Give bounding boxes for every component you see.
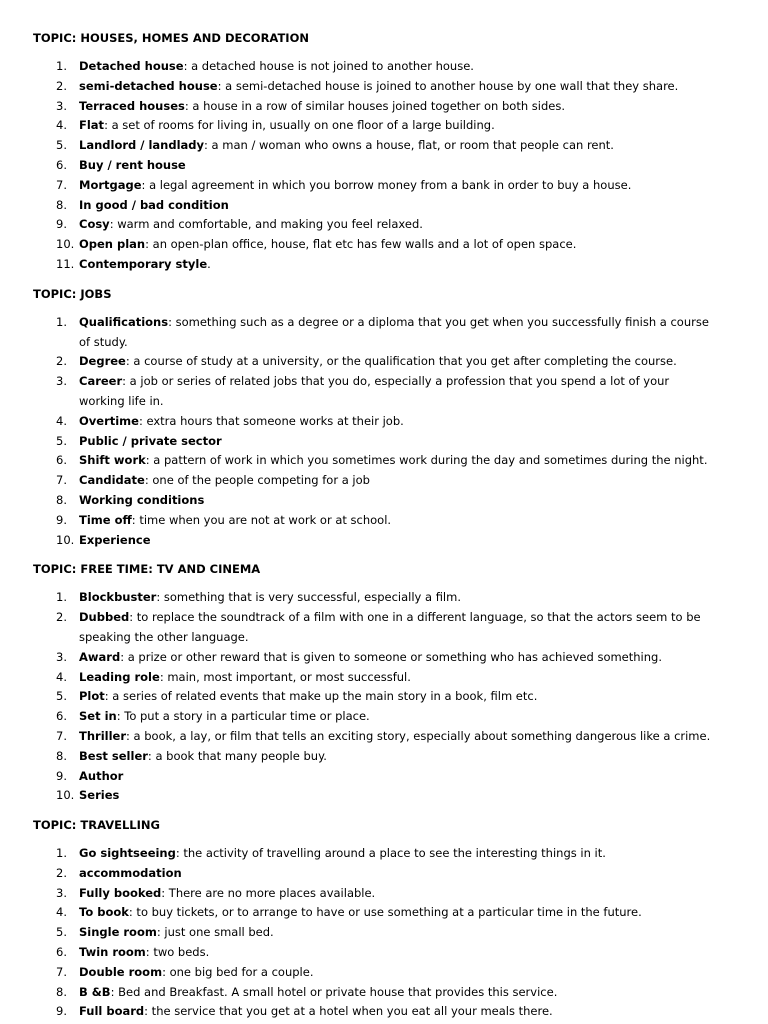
list-item xyxy=(0,432,768,452)
item-definition: : an open-plan office, house, flat etc has few walls and a lot of open space. xyxy=(145,237,577,252)
topic-section-houses xyxy=(0,28,768,275)
item-definition: : a course of study at a university, or the qualification that you get after completing the course. xyxy=(125,354,677,369)
item-term: Thriller xyxy=(79,728,126,743)
topic-section-travelling xyxy=(0,815,768,1022)
item-term: Career xyxy=(79,374,123,389)
item-definition: : a book that many people buy. xyxy=(147,748,327,763)
list-item xyxy=(0,727,768,747)
item-definition: : a man / woman who owns a house, flat, or room that people can rent. xyxy=(204,138,614,153)
list-item xyxy=(0,116,768,136)
item-definition: : To put a story in a particular time or place. xyxy=(116,709,370,724)
item-number: 6. xyxy=(56,709,67,724)
item-number: 9. xyxy=(56,1004,67,1019)
item-term: Flat xyxy=(79,118,105,133)
item-number: 10. xyxy=(56,532,75,547)
item-number: 6. xyxy=(56,945,67,960)
item-definition: : main, most important, or most successful. xyxy=(159,669,411,684)
item-term: Buy / rent house xyxy=(79,157,186,172)
item-definition: : something that is very successful, especially a film. xyxy=(156,590,461,605)
item-definition: : just one small bed. xyxy=(156,925,274,940)
item-term: Qualifications xyxy=(79,314,169,329)
item-term: Candidate xyxy=(79,473,145,488)
item-number: 3. xyxy=(56,649,67,664)
list-item xyxy=(0,136,768,156)
item-number: 6. xyxy=(56,453,67,468)
list-item xyxy=(0,77,768,97)
item-term: Overtime xyxy=(79,413,139,428)
list-item xyxy=(0,156,768,176)
item-number: 11. xyxy=(56,256,75,271)
item-definition: : one of the people competing for a job xyxy=(144,473,370,488)
list-item xyxy=(0,943,768,963)
item-number: 5. xyxy=(56,138,67,153)
item-term: Degree xyxy=(79,354,126,369)
item-definition: : the activity of travelling around a place to see the interesting things in it. xyxy=(175,846,606,861)
item-definition: : to replace the soundtrack of a film with one in a different language, so that the actors seem to be speaking the other language. xyxy=(79,610,701,644)
item-term: Plot xyxy=(79,689,105,704)
item-number: 4. xyxy=(56,118,67,133)
item-number: 7. xyxy=(56,473,67,488)
vocab-list xyxy=(0,844,768,1022)
item-definition: : to buy tickets, or to arrange to have or use something at a particular time in the future. xyxy=(128,905,642,920)
item-term: Public / private sector xyxy=(79,433,222,448)
item-term: Detached house xyxy=(79,59,184,73)
item-term: Best seller xyxy=(79,748,148,763)
item-term: Fully booked xyxy=(79,885,162,900)
list-item xyxy=(0,255,768,275)
item-term: Twin room xyxy=(79,945,146,960)
item-number: 1. xyxy=(56,590,67,605)
vocab-list xyxy=(0,313,768,551)
item-number: 3. xyxy=(56,885,67,900)
item-definition: : time when you are not at work or at school. xyxy=(131,512,392,527)
item-number: 1. xyxy=(56,59,67,73)
list-item xyxy=(0,352,768,372)
item-definition: : a prize or other reward that is given to someone or something who has achieved something. xyxy=(120,649,662,664)
item-term: Blockbuster xyxy=(79,590,157,605)
item-term: Time off xyxy=(79,512,132,527)
item-term: semi-detached house xyxy=(79,78,218,93)
item-definition: : a semi-detached house is joined to another house by one wall that they share. xyxy=(217,78,679,93)
item-definition: : extra hours that someone works at their job. xyxy=(138,413,404,428)
item-definition: : warm and comfortable, and making you feel relaxed. xyxy=(109,217,423,232)
list-item xyxy=(0,372,768,412)
section-heading: TOPIC: JOBS xyxy=(33,286,112,301)
item-term: In good / bad condition xyxy=(79,197,229,212)
list-item xyxy=(0,471,768,491)
item-number: 2. xyxy=(56,78,67,93)
item-term: Set in xyxy=(79,709,117,724)
item-term: Full board xyxy=(79,1004,145,1019)
item-term: Go sightseeing xyxy=(79,846,176,861)
list-item xyxy=(0,412,768,432)
item-number: 8. xyxy=(56,492,67,507)
list-item xyxy=(0,451,768,471)
list-item xyxy=(0,786,768,806)
item-definition: : something such as a degree or a diploma that you get when you successfully finish a course of study. xyxy=(79,314,709,349)
item-number: 5. xyxy=(56,433,67,448)
item-definition: : a job or series of related jobs that you do, especially a profession that you spend a lot of your working life in. xyxy=(79,374,670,408)
item-number: 8. xyxy=(56,748,67,763)
list-item xyxy=(0,511,768,531)
item-number: 9. xyxy=(56,217,67,232)
item-term: Landlord / landlady xyxy=(79,138,205,153)
item-number: 4. xyxy=(56,413,67,428)
list-item xyxy=(0,903,768,923)
list-item xyxy=(0,747,768,767)
list-item xyxy=(0,1002,768,1022)
item-term: Terraced houses xyxy=(79,98,185,113)
item-number: 10. xyxy=(56,788,75,803)
list-item xyxy=(0,608,768,648)
item-definition: : two beds. xyxy=(145,945,210,960)
list-item xyxy=(0,983,768,1003)
list-item xyxy=(0,707,768,727)
list-item xyxy=(0,196,768,216)
list-item xyxy=(0,215,768,235)
vocab-list xyxy=(0,588,768,806)
item-number: 6. xyxy=(56,157,67,172)
item-term: To book xyxy=(79,905,129,920)
item-term: Cosy xyxy=(79,217,110,232)
item-term: Open plan xyxy=(79,237,146,252)
item-number: 7. xyxy=(56,728,67,743)
item-term: B &B xyxy=(79,984,111,999)
list-item xyxy=(0,313,768,353)
item-term: Contemporary style xyxy=(79,256,208,271)
list-item xyxy=(0,97,768,117)
section-heading: TOPIC: TRAVELLING xyxy=(33,818,160,833)
item-number: 9. xyxy=(56,512,67,527)
item-number: 3. xyxy=(56,374,67,389)
list-item xyxy=(0,864,768,884)
item-definition: : one big bed for a couple. xyxy=(162,964,314,979)
topic-section-jobs xyxy=(0,284,768,551)
list-item xyxy=(0,923,768,943)
item-definition: : a detached house is not joined to another house. xyxy=(183,59,474,73)
item-number: 8. xyxy=(56,984,67,999)
item-definition: : a legal agreement in which you borrow money from a bank in order to buy a house. xyxy=(141,177,632,192)
item-number: 2. xyxy=(56,865,67,880)
item-number: 4. xyxy=(56,905,67,920)
item-term: Series xyxy=(79,788,120,803)
item-term: Leading role xyxy=(79,669,160,684)
item-definition: : a series of related events that make up the main story in a book, film etc. xyxy=(104,689,538,704)
item-number: 1. xyxy=(56,314,67,329)
item-term: Dubbed xyxy=(79,610,130,625)
item-term: Author xyxy=(79,768,124,783)
list-item xyxy=(0,844,768,864)
list-item xyxy=(0,963,768,983)
item-definition: : a set of rooms for living in, usually on one floor of a large building. xyxy=(104,118,495,133)
item-term: Mortgage xyxy=(79,177,142,192)
item-number: 7. xyxy=(56,964,67,979)
item-definition: . xyxy=(207,256,211,271)
list-item xyxy=(0,531,768,551)
list-item xyxy=(0,668,768,688)
list-item xyxy=(0,648,768,668)
item-definition: : the service that you get at a hotel when you eat all your meals there. xyxy=(144,1004,553,1019)
vocab-list xyxy=(0,57,768,275)
list-item xyxy=(0,884,768,904)
item-number: 2. xyxy=(56,610,67,625)
topic-section-tv-cinema xyxy=(0,559,768,806)
item-definition: : a house in a row of similar houses joined together on both sides. xyxy=(184,98,566,113)
item-number: 1. xyxy=(56,846,67,861)
item-number: 7. xyxy=(56,177,67,192)
item-term: Award xyxy=(79,649,121,664)
item-definition: : a book, a lay, or film that tells an exciting story, especially about something dangerous like a crime. xyxy=(126,728,711,743)
list-item xyxy=(0,176,768,196)
item-number: 8. xyxy=(56,197,67,212)
list-item xyxy=(0,235,768,255)
item-term: accommodation xyxy=(79,865,182,880)
list-item xyxy=(0,767,768,787)
item-term: Double room xyxy=(79,964,163,979)
list-item xyxy=(0,687,768,707)
section-heading: TOPIC: HOUSES, HOMES AND DECORATION xyxy=(33,31,309,45)
item-number: 2. xyxy=(56,354,67,369)
item-term: Shift work xyxy=(79,453,146,468)
item-number: 5. xyxy=(56,689,67,704)
list-item xyxy=(0,491,768,511)
list-item xyxy=(0,588,768,608)
item-number: 10. xyxy=(56,237,75,252)
item-term: Experience xyxy=(79,532,151,547)
item-number: 4. xyxy=(56,669,67,684)
item-number: 3. xyxy=(56,98,67,113)
item-term: Working conditions xyxy=(79,492,205,507)
item-definition: : Bed and Breakfast. A small hotel or private house that provides this service. xyxy=(110,984,558,999)
item-term: Single room xyxy=(79,925,157,940)
list-item xyxy=(0,57,768,77)
item-definition: : There are no more places available. xyxy=(161,885,376,900)
item-number: 5. xyxy=(56,925,67,940)
item-definition: : a pattern of work in which you sometimes work during the day and sometimes during the night. xyxy=(145,453,708,468)
item-number: 9. xyxy=(56,768,67,783)
section-heading: TOPIC: FREE TIME: TV AND CINEMA xyxy=(33,562,261,577)
